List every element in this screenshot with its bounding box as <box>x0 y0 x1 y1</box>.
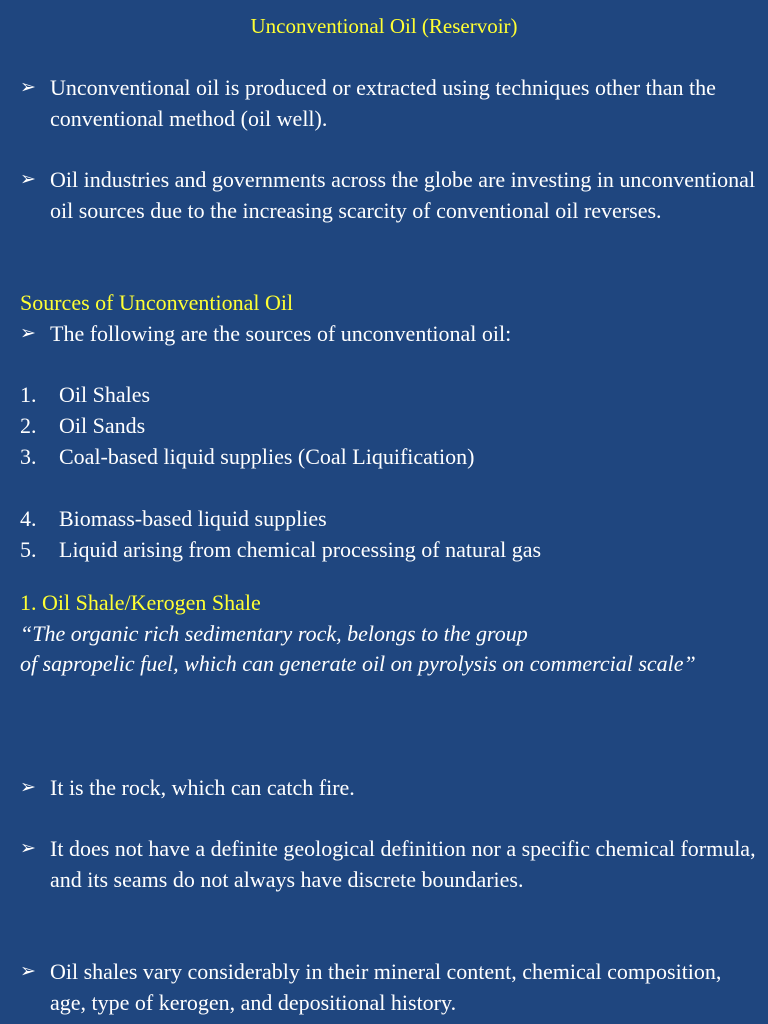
bullet-text: Oil shales vary considerably in their mineral content, chemical composition, age, type of kerogen, and depositional history. <box>50 959 722 1015</box>
bullet-item <box>20 956 756 1018</box>
arrow-bullet-icon: ➢ <box>20 960 36 982</box>
list-item <box>20 410 756 441</box>
bullet-item <box>20 72 756 134</box>
arrow-bullet-icon: ➢ <box>20 837 36 859</box>
arrow-bullet-icon: ➢ <box>20 76 36 98</box>
definition-line-2: of sapropelic fuel, which can generate oil on pyrolysis on commercial scale” <box>20 651 696 676</box>
definition-line-1: “The organic rich sedimentary rock, belongs to the group <box>20 621 528 646</box>
list-number: 1. <box>20 382 37 407</box>
bullet-text: Unconventional oil is produced or extracted using techniques other than the conventional method (oil well). <box>50 75 716 131</box>
arrow-bullet-icon: ➢ <box>20 168 36 190</box>
arrow-bullet-icon: ➢ <box>20 322 36 344</box>
oil-shale-definition <box>20 619 750 679</box>
bullet-item <box>20 164 756 226</box>
list-item <box>20 379 756 410</box>
list-text: Biomass-based liquid supplies <box>59 506 327 531</box>
list-text: Liquid arising from chemical processing of natural gas <box>59 537 542 562</box>
list-number: 2. <box>20 413 37 438</box>
arrow-bullet-icon: ➢ <box>20 776 36 798</box>
slide-title: Unconventional Oil (Reservoir) <box>250 14 518 38</box>
bullet-text: It does not have a definite geological definition nor a specific chemical formula, and its seams do not always have discrete boundaries. <box>50 836 756 892</box>
list-number: 5. <box>20 537 37 562</box>
list-number: 4. <box>20 506 37 531</box>
bullet-text: It is the rock, which can catch fire. <box>50 775 355 800</box>
bullet-item <box>20 318 756 349</box>
list-item <box>20 534 756 565</box>
sources-heading: Sources of Unconventional Oil <box>20 290 294 315</box>
list-text: Coal-based liquid supplies (Coal Liquification) <box>59 444 475 469</box>
bullet-item <box>20 772 756 803</box>
list-text: Oil Sands <box>59 413 146 438</box>
list-text: Oil Shales <box>59 382 151 407</box>
bullet-text: The following are the sources of unconventional oil: <box>50 321 512 346</box>
list-item <box>20 441 756 472</box>
list-item <box>20 503 756 534</box>
bullet-text: Oil industries and governments across the globe are investing in unconventional oil sources due to the increasing scarcity of conventional oil reverses. <box>50 167 756 223</box>
bullet-item <box>20 833 756 895</box>
list-number: 3. <box>20 444 37 469</box>
oil-shale-heading: 1. Oil Shale/Kerogen Shale <box>20 590 261 615</box>
